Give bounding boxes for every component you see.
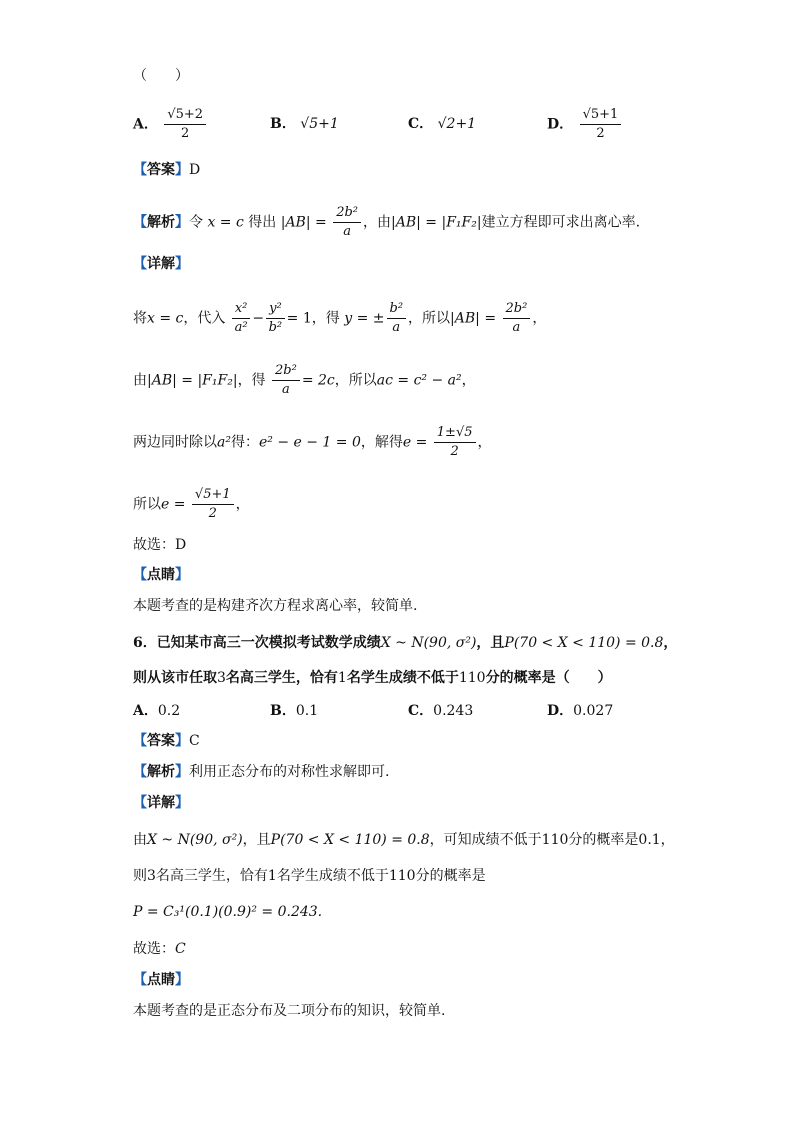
fraction-numerator: √5+2 xyxy=(164,106,206,125)
math-expr: e² − e − 1 = 0 xyxy=(258,434,361,451)
math-expr: P(70 < X < 110) = 0.8 xyxy=(504,635,664,651)
detail-tag: 详解 xyxy=(147,256,175,272)
text: 由 xyxy=(133,372,147,389)
option-fraction xyxy=(164,106,206,143)
option-value: √2+1 xyxy=(437,116,477,132)
option-letter: B． xyxy=(270,703,296,719)
fraction xyxy=(192,486,234,523)
option-letter: A． xyxy=(133,703,158,719)
fraction-denominator: a xyxy=(392,320,401,335)
fraction-numerator: 2b² xyxy=(503,300,531,319)
q5-choose: 故选：D xyxy=(133,537,187,553)
fraction-numerator: 2b² xyxy=(333,204,361,223)
q5-detail-line-3 xyxy=(133,424,492,461)
math-expr: P(70 < X < 110) = 0.8 xyxy=(270,832,430,848)
option-letter: A． xyxy=(133,116,158,133)
q6-option-b xyxy=(270,701,318,721)
q6-stem-line-2 xyxy=(133,668,612,688)
fraction-denominator: b² xyxy=(268,320,283,335)
fraction xyxy=(266,300,285,337)
math-expr: = 2c xyxy=(301,372,335,389)
text: ， xyxy=(477,434,492,451)
fraction xyxy=(272,362,300,399)
number: 3 xyxy=(147,868,156,884)
math-expr: e = xyxy=(402,434,428,451)
text: 令 xyxy=(189,214,203,231)
number: 0.1 xyxy=(638,832,661,848)
fraction-numerator: √5+1 xyxy=(192,486,234,505)
fraction-denominator: 2 xyxy=(450,444,459,459)
option-value: √5+1 xyxy=(300,116,339,132)
q5-option-c xyxy=(408,114,476,134)
q5-paren: （ ） xyxy=(133,68,189,84)
fraction-numerator: 2b² xyxy=(272,362,300,381)
fraction-numerator: y² xyxy=(266,300,285,319)
q6-option-c xyxy=(408,701,473,721)
fraction-denominator: a xyxy=(282,382,290,397)
text: ， xyxy=(461,372,476,389)
math-expr: |AB| = xyxy=(450,310,497,327)
math-expr: y = ± xyxy=(344,310,385,327)
fraction xyxy=(387,300,407,337)
math-expr: |AB| = |F₁F₂| xyxy=(147,372,238,389)
fraction-denominator: 2 xyxy=(208,506,217,521)
q6-option-d xyxy=(547,701,613,721)
math-expr: x = c xyxy=(207,214,244,231)
fraction xyxy=(434,424,476,461)
text: ，由 xyxy=(363,214,392,231)
math-expr: ac = c² − a² xyxy=(376,372,462,389)
fraction-numerator: √5+1 xyxy=(580,106,622,125)
q6-stem-line-1 xyxy=(133,633,677,653)
text: 得： xyxy=(230,434,259,451)
q5-comment: 本题考查的是构建齐次方程求离心率，较简单. xyxy=(133,598,418,614)
comment-tag: 点睛 xyxy=(147,567,175,583)
fraction-numerator: x² xyxy=(232,300,251,319)
fraction-numerator: 1±√5 xyxy=(434,424,476,443)
math-expr: X ~ N(90, σ²) xyxy=(380,635,477,651)
answer-value: C xyxy=(189,733,200,749)
fraction-denominator: a xyxy=(343,224,351,239)
fraction xyxy=(503,300,531,337)
text: ， xyxy=(660,832,675,848)
option-letter: B． xyxy=(270,116,296,132)
number: 110 xyxy=(458,670,486,686)
q6-comment-heading: 【点睛】 xyxy=(133,972,189,988)
fraction-numerator: b² xyxy=(387,300,407,319)
number: 1 xyxy=(267,868,277,884)
text: ，得 xyxy=(237,372,266,389)
q6-detail-heading: 【详解】 xyxy=(133,795,189,811)
text: 则从该市任取 xyxy=(133,670,217,686)
text: ， xyxy=(663,635,678,651)
q6-choose xyxy=(133,939,186,959)
text: 建立方程即可求出离心率. xyxy=(481,214,641,231)
text: 利用正态分布的对称性求解即可. xyxy=(189,764,390,780)
math-expr: e = xyxy=(161,496,186,513)
math-expr: X ~ N(90, σ²) xyxy=(147,832,243,848)
text: 由 xyxy=(133,832,147,848)
option-letter: D． xyxy=(547,703,574,719)
text: 名学生成绩不低于 xyxy=(276,868,389,884)
q5-analysis: 【解析】令 x = c 得出 |AB| = $\frac{\text{2b²}}{a}$ ，由|AB| = |F₁F₂|建立方程即可求出离心率. xyxy=(133,205,641,239)
q6-detail-line-1 xyxy=(133,830,675,850)
text: 名高三学生，恰有 xyxy=(225,670,338,686)
text: ， xyxy=(532,310,547,327)
q6-detail-line-3: P = C₃¹(0.1)(0.9)² = 0.243. xyxy=(133,904,323,920)
number: 3 xyxy=(217,670,226,686)
text: = 1，得 xyxy=(286,310,340,327)
q6-analysis: 【解析】利用正态分布的对称性求解即可. xyxy=(133,764,390,780)
text: 分的概率是（ ） xyxy=(485,670,612,686)
text: 故选： xyxy=(133,941,175,957)
fraction-denominator: 2 xyxy=(181,126,190,141)
answer-tag: 答案 xyxy=(147,162,175,178)
q6-answer: 【答案】C xyxy=(133,733,200,749)
q5-option-b xyxy=(270,114,339,134)
fraction-denominator: a² xyxy=(234,320,248,335)
option-value: 0.2 xyxy=(157,703,181,719)
option-letter: D． xyxy=(547,116,574,133)
q5-detail-line-2 xyxy=(133,362,476,399)
text: 得出 xyxy=(243,214,281,231)
option-value: 0.027 xyxy=(573,703,614,719)
option-letter: C． xyxy=(408,703,434,719)
q5-option-a xyxy=(133,106,208,143)
text: 将 xyxy=(133,310,147,327)
number: 1 xyxy=(337,670,347,686)
option-fraction xyxy=(580,106,622,143)
math-expr: x = c xyxy=(147,310,184,327)
math-expr: |AB| = |F₁F₂| xyxy=(391,214,482,231)
q6-comment: 本题考查的是正态分布及二项分布的知识，较简单. xyxy=(133,1003,446,1019)
text: ，所以 xyxy=(334,372,377,389)
q5-answer: 【答案】D xyxy=(133,162,201,178)
fraction-denominator: 2 xyxy=(596,126,605,141)
text: 所以 xyxy=(133,496,161,513)
detail-tag: 详解 xyxy=(147,795,175,811)
text: 两边同时除以 xyxy=(133,434,217,451)
option-value: 0.243 xyxy=(433,703,474,719)
text: 分的概率是 xyxy=(415,868,486,884)
fraction-denominator: a xyxy=(512,320,521,335)
math-expr: a² xyxy=(217,434,231,451)
analysis-tag: 解析 xyxy=(147,764,175,780)
analysis-tag: 解析 xyxy=(147,214,175,231)
math-expr: |AB| = xyxy=(280,214,327,231)
q6-option-a xyxy=(133,701,180,721)
fraction xyxy=(232,300,251,337)
text: 6．已知某市高三一次模拟考试数学成绩 xyxy=(133,635,381,651)
text: 名高三学生，恰有 xyxy=(155,868,268,884)
text: ，且 xyxy=(476,635,505,651)
number: 110 xyxy=(541,832,569,848)
q5-comment-heading: 【点睛】 xyxy=(133,567,189,583)
answer-value: D xyxy=(189,162,201,178)
q6-detail-line-2 xyxy=(133,866,486,886)
text: ， xyxy=(235,496,250,513)
fraction xyxy=(333,204,361,241)
comment-tag: 点睛 xyxy=(147,972,175,988)
text: ，解得 xyxy=(360,434,403,451)
text: ，代入 xyxy=(183,310,226,327)
q5-detail-line-4 xyxy=(133,486,250,523)
text: 名学生成绩不低于 xyxy=(346,670,459,686)
option-letter: C． xyxy=(408,116,434,132)
text: 则 xyxy=(133,868,147,884)
answer-letter: C xyxy=(175,941,186,957)
q5-detail-heading: 【详解】 xyxy=(133,256,189,272)
text: ，所以 xyxy=(408,310,451,327)
answer-tag: 答案 xyxy=(147,733,175,749)
q5-detail-line-1: 将x = c，代入 $\frac{\text{x²}}{\text{a²}}$ − $\frac{\text{y²}}{\text{b²}}$ = 1，得 y = ± $\frac{\text{b²}}{a}$ ，所以|AB| = $\frac{\text{2b²}}{a}$ ， xyxy=(133,301,547,335)
text: ，且 xyxy=(242,832,271,848)
text: 分的概率是 xyxy=(568,832,639,848)
text: ，可知成绩不低于 xyxy=(429,832,542,848)
number: 110 xyxy=(388,868,416,884)
q5-option-d xyxy=(547,106,623,143)
option-value: 0.1 xyxy=(295,703,319,719)
